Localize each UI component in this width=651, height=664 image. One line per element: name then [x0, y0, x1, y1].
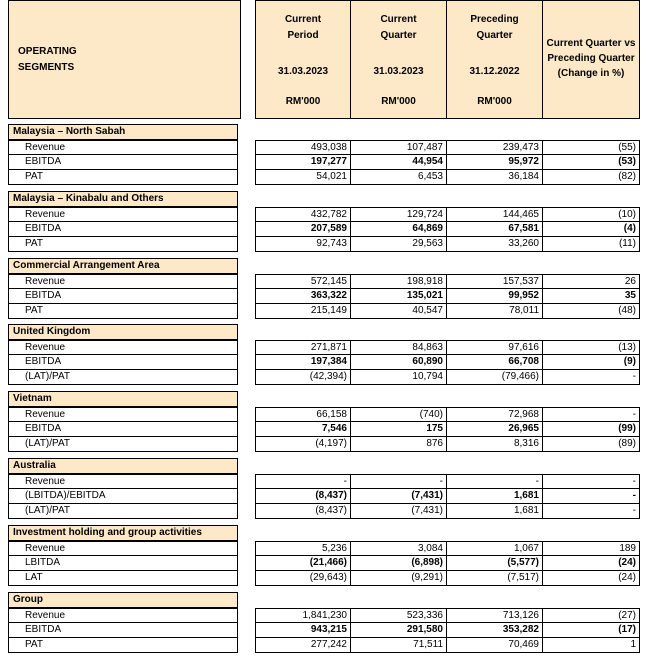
table-row — [8, 222, 640, 237]
segment-title: Malaysia – North Sabah — [8, 124, 238, 140]
table-row — [8, 504, 640, 519]
row-value-col4: 1 — [542, 638, 640, 653]
row-value-col4: - — [542, 370, 640, 385]
segment-title: Malaysia – Kinabalu and Others — [8, 191, 238, 207]
table-row — [8, 370, 640, 385]
row-value-col3: 95,972 — [446, 155, 543, 170]
table-row — [8, 638, 640, 653]
row-value-col3: 78,011 — [446, 304, 543, 319]
row-label: EBITDA — [8, 623, 238, 638]
row-value-col4: 35 — [542, 289, 640, 304]
row-label: EBITDA — [8, 155, 238, 170]
row-label: (LAT)/PAT — [8, 370, 238, 385]
row-value-col3: 70,469 — [446, 638, 543, 653]
table-row — [8, 207, 640, 222]
row-value-col1: (8,437) — [255, 489, 351, 504]
row-value-col4: (99) — [542, 422, 640, 437]
header-col4-line3: (Change in %) — [557, 68, 625, 79]
row-value-col4: (53) — [542, 155, 640, 170]
row-value-col3: 8,316 — [446, 437, 543, 452]
table-row — [8, 304, 640, 319]
row-value-col1: (8,437) — [255, 504, 351, 519]
segment-title: United Kingdom — [8, 324, 238, 340]
header-segments-label — [18, 44, 77, 76]
row-value-col3: (5,577) — [446, 556, 543, 571]
header-col1-line2: Period — [287, 30, 319, 41]
row-value-col1: 363,322 — [255, 289, 351, 304]
header-col2-date: 31.03.2023 — [373, 66, 424, 77]
table-row — [8, 155, 640, 170]
row-value-col2: 523,336 — [350, 608, 447, 623]
row-value-col1: (29,643) — [255, 571, 351, 586]
table-row — [8, 608, 640, 623]
row-value-col4: (9) — [542, 355, 640, 370]
row-label: (LAT)/PAT — [8, 504, 238, 519]
header-col3-line2: Quarter — [476, 30, 513, 41]
row-value-col2: - — [350, 474, 447, 489]
table-row — [8, 437, 640, 452]
row-value-col3: 157,537 — [446, 274, 543, 289]
row-label: EBITDA — [8, 355, 238, 370]
row-value-col3: 67,581 — [446, 222, 543, 237]
row-value-col1: 197,384 — [255, 355, 351, 370]
segment-title: Commercial Arrangement Area — [8, 258, 238, 274]
row-value-col3: (7,517) — [446, 571, 543, 586]
row-value-col1: 5,236 — [255, 541, 351, 556]
header-segments-line1: OPERATING — [18, 46, 77, 57]
row-value-col2: 876 — [350, 437, 447, 452]
row-value-col1: 493,038 — [255, 140, 351, 155]
table-row — [8, 340, 640, 355]
row-label: (LAT)/PAT — [8, 437, 238, 452]
row-label: PAT — [8, 638, 238, 653]
segment-title: Vietnam — [8, 391, 238, 407]
row-value-col1: (4,197) — [255, 437, 351, 452]
row-value-col1: 66,158 — [255, 407, 351, 422]
row-value-col4: (89) — [542, 437, 640, 452]
header-col1-date: 31.03.2023 — [277, 66, 329, 77]
header-segments-line2: SEGMENTS — [18, 62, 75, 73]
row-label: Revenue — [8, 274, 238, 289]
row-value-col3: 1,681 — [446, 504, 543, 519]
segment-title: Group — [8, 592, 238, 608]
row-label: PAT — [8, 304, 238, 319]
row-value-col3: 26,965 — [446, 422, 543, 437]
row-value-col4: 26 — [542, 274, 640, 289]
row-value-col4: (48) — [542, 304, 640, 319]
header-col1-unit: RM'000 — [285, 96, 321, 107]
row-value-col2: 135,021 — [350, 289, 447, 304]
row-value-col2: 6,453 — [350, 170, 447, 185]
row-value-col1: 271,871 — [255, 340, 351, 355]
table-row — [8, 237, 640, 252]
row-value-col4: (10) — [542, 207, 640, 222]
table-row — [8, 355, 640, 370]
row-value-col1: - — [255, 474, 351, 489]
row-label: EBITDA — [8, 422, 238, 437]
table-row — [8, 140, 640, 155]
header-col1-line1: Current — [284, 14, 322, 25]
row-value-col1: 432,782 — [255, 207, 351, 222]
table-row — [8, 571, 640, 586]
row-value-col2: (740) — [350, 407, 447, 422]
row-value-col3: 36,184 — [446, 170, 543, 185]
table-row — [8, 541, 640, 556]
header-col3-date: 31.12.2022 — [469, 66, 520, 77]
row-value-col3: 72,968 — [446, 407, 543, 422]
row-label: EBITDA — [8, 289, 238, 304]
row-value-col1: 1,841,230 — [255, 608, 351, 623]
row-value-col1: 54,021 — [255, 170, 351, 185]
row-value-col1: 943,215 — [255, 623, 351, 638]
row-value-col3: 66,708 — [446, 355, 543, 370]
row-value-col2: (6,898) — [350, 556, 447, 571]
table-row — [8, 474, 640, 489]
row-value-col4: (55) — [542, 140, 640, 155]
header-col4 — [542, 36, 640, 81]
row-label: LBITDA — [8, 556, 238, 571]
row-value-col3: (79,466) — [446, 370, 543, 385]
row-value-col2: 10,794 — [350, 370, 447, 385]
row-value-col2: 40,547 — [350, 304, 447, 319]
header-col2-line1: Current — [380, 14, 417, 25]
row-label: Revenue — [8, 407, 238, 422]
row-value-col4: (13) — [542, 340, 640, 355]
header-col3 — [446, 12, 543, 110]
row-value-col4: - — [542, 489, 640, 504]
row-label: (LBITDA)/EBITDA — [8, 489, 238, 504]
header-col3-unit: RM'000 — [477, 96, 512, 107]
row-value-col2: 64,869 — [350, 222, 447, 237]
header-col2-unit: RM'000 — [381, 96, 416, 107]
row-value-col4: (4) — [542, 222, 640, 237]
row-value-col4: 189 — [542, 541, 640, 556]
table-row — [8, 489, 640, 504]
table-row — [8, 170, 640, 185]
row-value-col4: (27) — [542, 608, 640, 623]
row-value-col2: 84,863 — [350, 340, 447, 355]
table-row — [8, 289, 640, 304]
segment-title: Australia — [8, 458, 238, 474]
row-value-col3: 97,616 — [446, 340, 543, 355]
row-value-col3: 1,681 — [446, 489, 543, 504]
row-value-col2: 44,954 — [350, 155, 447, 170]
row-value-col2: 291,580 — [350, 623, 447, 638]
table-row — [8, 407, 640, 422]
row-value-col2: 60,890 — [350, 355, 447, 370]
header-col3-line1: Preceding — [470, 14, 519, 25]
row-value-col1: 92,743 — [255, 237, 351, 252]
row-value-col1: 207,589 — [255, 222, 351, 237]
row-label: Revenue — [8, 474, 238, 489]
row-value-col4: (82) — [542, 170, 640, 185]
row-value-col4: (24) — [542, 571, 640, 586]
row-value-col2: 107,487 — [350, 140, 447, 155]
row-value-col3: 713,126 — [446, 608, 543, 623]
row-value-col2: 3,084 — [350, 541, 447, 556]
row-value-col1: (42,394) — [255, 370, 351, 385]
row-value-col1: (21,466) — [255, 556, 351, 571]
row-value-col1: 215,149 — [255, 304, 351, 319]
row-value-col1: 277,242 — [255, 638, 351, 653]
row-value-col3: - — [446, 474, 543, 489]
header-col1 — [255, 12, 351, 110]
table-row — [8, 623, 640, 638]
row-value-col2: 71,511 — [350, 638, 447, 653]
segment-title: Investment holding and group activities — [8, 525, 238, 541]
row-value-col4: - — [542, 474, 640, 489]
header-col2-line2: Quarter — [380, 30, 417, 41]
row-value-col3: 239,473 — [446, 140, 543, 155]
row-label: PAT — [8, 170, 238, 185]
row-value-col2: 198,918 — [350, 274, 447, 289]
row-label: Revenue — [8, 608, 238, 623]
row-value-col3: 144,465 — [446, 207, 543, 222]
table-row — [8, 556, 640, 571]
row-value-col1: 7,546 — [255, 422, 351, 437]
row-value-col3: 33,260 — [446, 237, 543, 252]
row-value-col1: 572,145 — [255, 274, 351, 289]
row-label: LAT — [8, 571, 238, 586]
row-label: Revenue — [8, 140, 238, 155]
row-value-col3: 99,952 — [446, 289, 543, 304]
row-value-col2: (9,291) — [350, 571, 447, 586]
row-value-col4: (24) — [542, 556, 640, 571]
row-label: Revenue — [8, 340, 238, 355]
header-col4-line2: Preceding Quarter — [547, 53, 635, 64]
row-label: PAT — [8, 237, 238, 252]
row-value-col3: 353,282 — [446, 623, 543, 638]
row-value-col2: 129,724 — [350, 207, 447, 222]
row-value-col2: (7,431) — [350, 489, 447, 504]
row-value-col1: 197,277 — [255, 155, 351, 170]
row-label: Revenue — [8, 207, 238, 222]
table-row — [8, 274, 640, 289]
header-col2 — [350, 12, 447, 110]
row-label: EBITDA — [8, 222, 238, 237]
row-value-col4: (11) — [542, 237, 640, 252]
row-value-col2: (7,431) — [350, 504, 447, 519]
table-row — [8, 422, 640, 437]
row-value-col4: (17) — [542, 623, 640, 638]
row-value-col3: 1,067 — [446, 541, 543, 556]
row-value-col2: 175 — [350, 422, 447, 437]
row-value-col4: - — [542, 407, 640, 422]
row-value-col2: 29,563 — [350, 237, 447, 252]
row-value-col4: - — [542, 504, 640, 519]
header-col4-line1: Current Quarter vs — [546, 38, 636, 49]
row-label: Revenue — [8, 541, 238, 556]
